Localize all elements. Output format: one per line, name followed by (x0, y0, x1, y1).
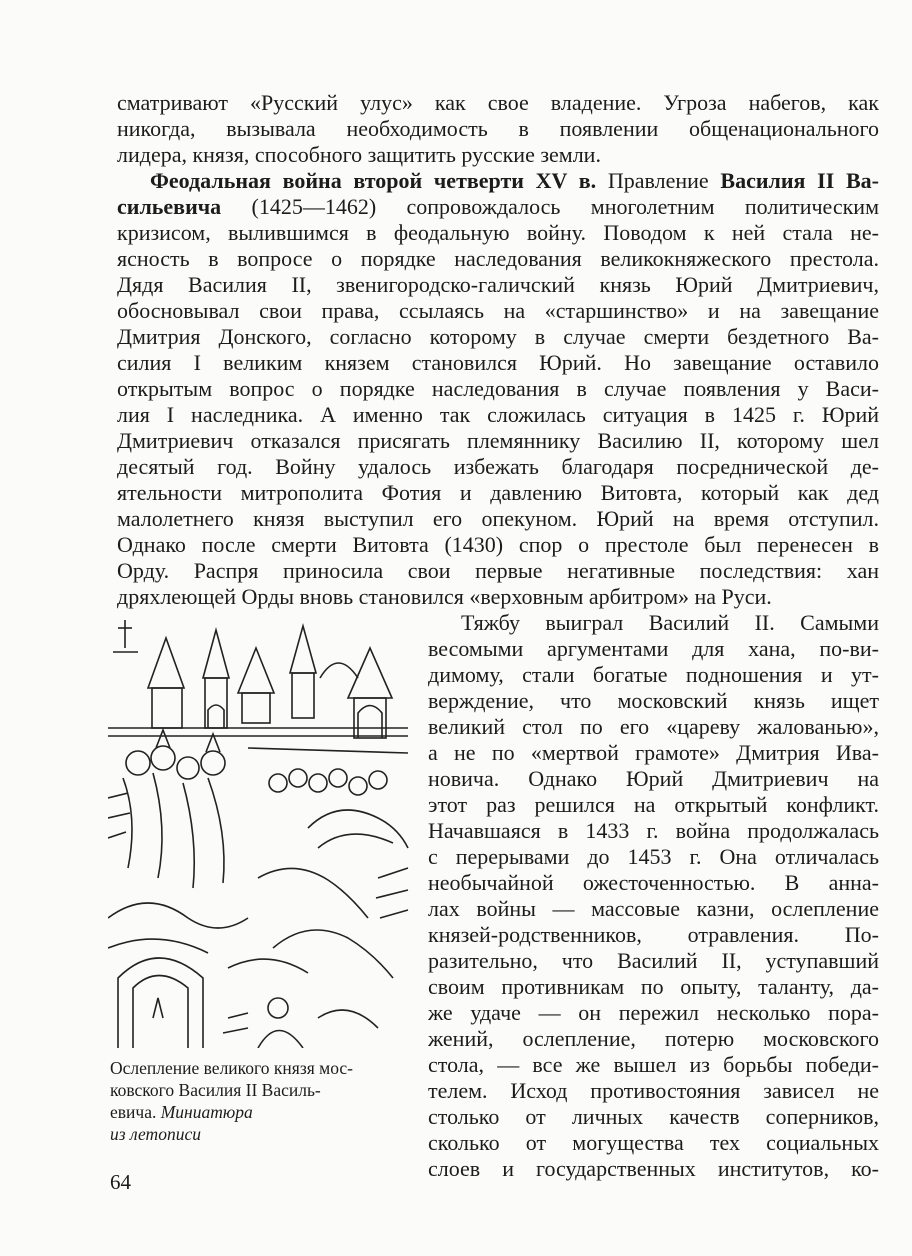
text-span: (1425—1462) сопровождалось многолетним политическим (221, 194, 879, 219)
text-line: никогда, вызывала необходимость в появлении общенационального (117, 116, 879, 141)
caption-text: евича. (110, 1102, 161, 1122)
text-line: ятельности митрополита Фотия и давлению Витовта, который как дед (117, 480, 879, 505)
text-line: ясность в вопросе о порядке наследования великокняжеского престола. (117, 246, 879, 271)
figure-caption: ковского Василия II Василь- (110, 1080, 321, 1100)
caption-italic: Миниатюра (160, 1102, 253, 1122)
text-line: этот раз решился на открытый конфликт. (428, 792, 879, 817)
section-heading: Феодальная война второй четверти XV в. (150, 168, 597, 193)
text-line: Тяжбу выиграл Василий II. Самыми (461, 610, 879, 635)
page-number: 64 (110, 1170, 131, 1194)
text-line: Дмитриевич отказался присягать племяннику Василию II, которому шел (117, 428, 879, 453)
text-line: лах войны — массовые казни, ослепление (428, 896, 879, 921)
text-line: Орду. Распря приносила свои первые негативные последствия: хан (117, 558, 879, 583)
figure-caption (110, 1124, 410, 1145)
text-line: слоев и государственных институтов, ко- (428, 1156, 879, 1181)
text-line: обосновывал свои права, ссылаясь на «старшинство» и на завещание (117, 298, 879, 323)
text-line: Начавшаяся в 1433 г. война продолжалась (428, 818, 879, 843)
text-line: князей-родственников, отравления. По- (428, 922, 879, 947)
section-heading-line (150, 168, 879, 194)
text-line: малолетнего князя выступил его опекуном. Юрий на время отступил. (117, 506, 879, 531)
text-line: необычайной ожесточенностью. В анна- (428, 870, 879, 895)
text-line: своим противникам по опыту, таланту, да- (428, 974, 879, 999)
text-line: столько от личных качеств соперников, (428, 1104, 879, 1129)
text-line: лия I наследника. А именно так сложилась ситуация в 1425 г. Юрий (117, 402, 879, 427)
text-line: великий стол по его «цареву жалованью», (428, 714, 879, 739)
text-line: силия I великим князем становился Юрий. Но завещание оставило (117, 350, 879, 375)
text-line: весомыми аргументами для хана, по-ви- (428, 636, 879, 661)
text-line: телем. Исход противостояния зависел не (428, 1078, 879, 1103)
text-line: с перерывами до 1453 г. Она отличалась (428, 844, 879, 869)
text-line: новича. Однако Юрий Дмитриевич на (428, 766, 879, 791)
text-line (117, 194, 879, 220)
text-line: Однако после смерти Витовта (1430) спор о престоле был перенесен в (117, 532, 879, 557)
text-line: дряхлеющей Орды вновь становился «верховным арбитром» на Руси. (117, 584, 772, 609)
text-line: кризисом, вылившимся в феодальную войну. Поводом к ней стала не- (117, 220, 879, 245)
text-line: лидера, князя, способного защитить русские земли. (117, 142, 601, 167)
caption-italic: из летописи (110, 1124, 201, 1144)
bold-name: сильевича (117, 194, 222, 219)
miniature-illustration (108, 618, 410, 1048)
text-line: стола, — все же вышел из борьбы победи- (428, 1052, 879, 1077)
bold-name: Василия II Ва- (720, 168, 879, 193)
figure-caption (110, 1102, 410, 1123)
text-line: Дядя Василия II, звенигородско-галичский князь Юрий Дмитриевич, (117, 272, 879, 297)
text-line: же удаче — он пережил несколько пора- (428, 1000, 879, 1025)
text-line: разительно, что Василий II, уступавший (428, 948, 879, 973)
text-line: жений, ослепление, потерю московского (428, 1026, 879, 1051)
text-line: Дмитрия Донского, согласно которому в случае смерти бездетного Ва- (117, 324, 879, 349)
figure-caption: Ослепление великого князя мос- (110, 1058, 354, 1078)
text-line: открытым вопрос о порядке наследования в случае появления у Васи- (117, 376, 879, 401)
text-line: димому, стали богатые подношения и ут- (428, 662, 879, 687)
text-line: верждение, что московский князь ищет (428, 688, 879, 713)
text-line: а не по «мертвой грамоте» Дмитрия Ива- (428, 740, 879, 765)
text-line: десятый год. Войну удалось избежать благодаря посреднической де- (117, 454, 879, 479)
text-line: сколько от могущества тех социальных (428, 1130, 879, 1155)
text-span: Правление (596, 168, 721, 193)
text-line: сматривают «Русский улус» как свое владение. Угроза набегов, как (117, 90, 879, 115)
